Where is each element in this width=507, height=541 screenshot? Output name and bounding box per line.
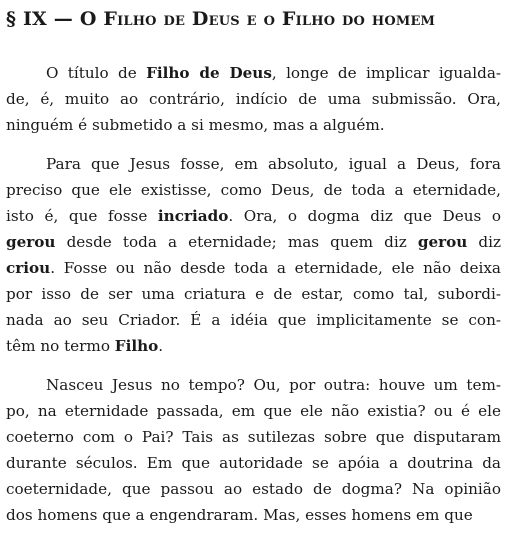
text-run: diz [467, 233, 501, 251]
text-run: coeterno com o Pai? Tais as sutilezas sobre que disputaram [6, 428, 501, 446]
bold-term: gerou [6, 233, 56, 251]
bold-term: Filho de Deus [146, 64, 272, 82]
text-run: durante séculos. Em que autoridade se apóia a doutrina da [6, 454, 501, 472]
text-line [6, 255, 501, 281]
text-run: dos homens que a engendraram. Mas, esses homens em que [6, 506, 473, 524]
bold-term: Filho [114, 337, 159, 355]
text-run: de, é, muito ao contrário, indício de uma submissão. Ora, [6, 90, 501, 108]
text-line [6, 450, 501, 476]
text-line [6, 333, 501, 359]
text-run: . Fosse ou não desde toda a eternidade, ele não deixa [50, 259, 501, 277]
text-line [6, 86, 501, 112]
text-run: têm no termo [6, 337, 115, 355]
paragraph [6, 60, 501, 138]
text-line [6, 203, 501, 229]
text-line [6, 112, 501, 138]
text-line [6, 502, 501, 528]
text-run: coeternidade, que passou ao estado de dogma? Na opinião [6, 480, 501, 498]
text-run: ninguém é submetido a si mesmo, mas a alguém. [6, 116, 385, 134]
text-line [6, 229, 501, 255]
bold-term: incriado [157, 207, 229, 225]
text-run: preciso que ele existisse, como Deus, de toda a eternidade, [6, 181, 501, 199]
text-run: Nasceu Jesus no tempo? Ou, por outra: houve um tem- [46, 376, 501, 394]
text-line [6, 476, 501, 502]
text-run: O título de [46, 64, 147, 82]
text-run: . [158, 337, 164, 355]
text-line [6, 424, 501, 450]
text-line [6, 372, 501, 398]
text-run: . Ora, o dogma diz que Deus o [228, 207, 502, 225]
text-run: , longe de implicar igualda- [271, 64, 502, 82]
bold-term: criou [6, 259, 51, 277]
bold-term: gerou [417, 233, 468, 251]
text-run: po, na eternidade passada, em que ele não existia? ou é ele [6, 402, 501, 420]
section-title: O Filho de Deus e o Filho do homem [79, 8, 436, 30]
text-line [6, 398, 501, 424]
text-run: isto é, que fosse [6, 207, 158, 225]
text-run: Para que Jesus fosse, em absoluto, igual a Deus, fora [46, 155, 501, 173]
text-line [6, 307, 501, 333]
section-number: § IX — [6, 8, 73, 30]
text-line [6, 177, 501, 203]
paragraph [6, 151, 501, 359]
text-line [6, 151, 501, 177]
document-page [6, 6, 501, 541]
paragraph [6, 372, 501, 528]
text-run: por isso de ser uma criatura e de estar, como tal, subordi- [6, 285, 501, 303]
body-text [6, 60, 501, 528]
text-run: desde toda a eternidade; mas quem diz [55, 233, 418, 251]
text-line [6, 281, 501, 307]
text-line [6, 60, 501, 86]
text-run: nada ao seu Criador. É a idéia que implicitamente se con- [6, 311, 501, 329]
section-heading [6, 6, 501, 32]
